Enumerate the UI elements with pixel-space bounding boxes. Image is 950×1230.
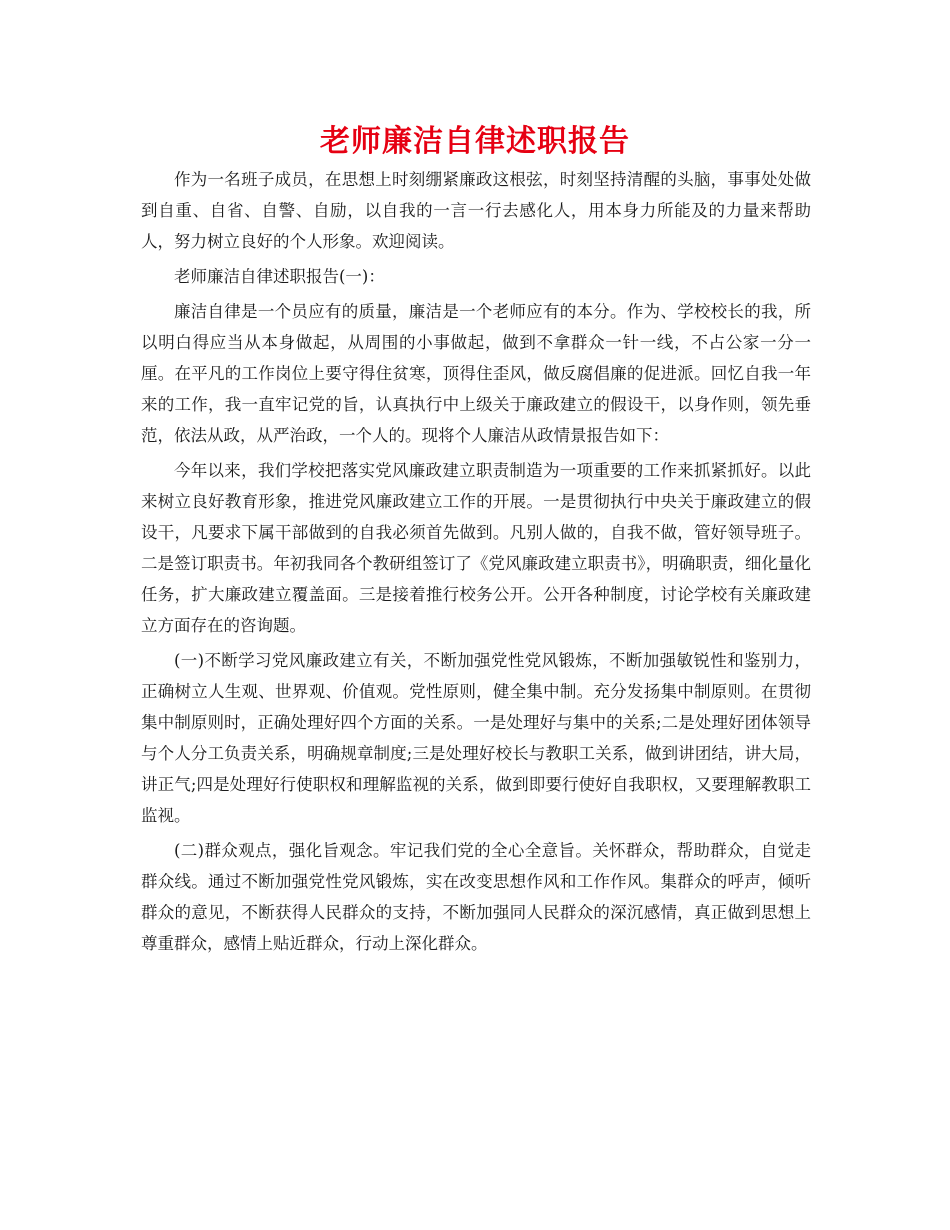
- body-paragraph-3: (一)不断学习党风廉政建立有关，不断加强党性党风锻炼，不断加强敏锐性和鉴别力，正确树立人生观、世界观、价值观。党性原则，健全集中制。充分发扬集中制原则。在贯彻集中制原则时，正确处理好四个方面的关系。一是处理好与集中的关系;二是处理好团体领导与个人分工负责关系，明确规章制度;三是处理好校长与教职工关系，做到讲团结，讲大局，讲正气;四是处理好行使职权和理解监视的关系，做到即要行使好自我职权，又要理解教职工监视。: [141, 651, 811, 825]
- document-title: 老师廉洁自律述职报告: [320, 124, 630, 159]
- body-paragraph-2: 今年以来，我们学校把落实党风廉政建立职责制造为一项重要的工作来抓紧抓好。以此来树立良好教育形象，推进党风廉政建立工作的开展。一是贯彻执行中央关于廉政建立的假设干，凡要求下属干部做到的自我必须首先做到。凡别人做的，自我不做，管好领导班子。二是签订职责书。年初我同各个教研组签订了《党风廉政建立职责书》，明确职责，细化量化任务，扩大廉政建立覆盖面。三是接着推行校务公开。公开各种制度，讨论学校有关廉政建立方面存在的咨询题。: [141, 461, 811, 635]
- body-paragraph-1: 廉洁自律是一个员应有的质量，廉洁是一个老师应有的本分。作为、学校校长的我，所以明白得应当从本身做起，从周围的小事做起，做到不拿群众一针一线，不占公家一分一厘。在平凡的工作岗位上要守得住贫寒，顶得住歪风，做反腐倡廉的促进派。回忆自我一年来的工作，我一直牢记党的旨，认真执行中上级关于廉政建立的假设干，以身作则，领先垂范，依法从政，从严治政，一个人的。现将个人廉洁从政情景报告如下：: [141, 302, 811, 445]
- document-body: [141, 164, 811, 959]
- intro-paragraph: 作为一名班子成员，在思想上时刻绷紧廉政这根弦，时刻坚持清醒的头脑，事事处处做到自重、自省、自警、自励，以自我的一言一行去感化人，用本身力所能及的力量来帮助人，努力树立良好的个人形象。欢迎阅读。: [141, 170, 811, 251]
- body-paragraph-4: (二)群众观点，强化旨观念。牢记我们党的全心全意旨。关怀群众，帮助群众，自觉走群众线。通过不断加强党性党风锻炼，实在改变思想作风和工作作风。集群众的呼声，倾听群众的意见，不断获得人民群众的支持，不断加强同人民群众的深沉感情，真正做到思想上尊重群众，感情上贴近群众，行动上深化群众。: [141, 841, 811, 953]
- section-heading: 老师廉洁自律述职报告(一)：: [174, 267, 385, 286]
